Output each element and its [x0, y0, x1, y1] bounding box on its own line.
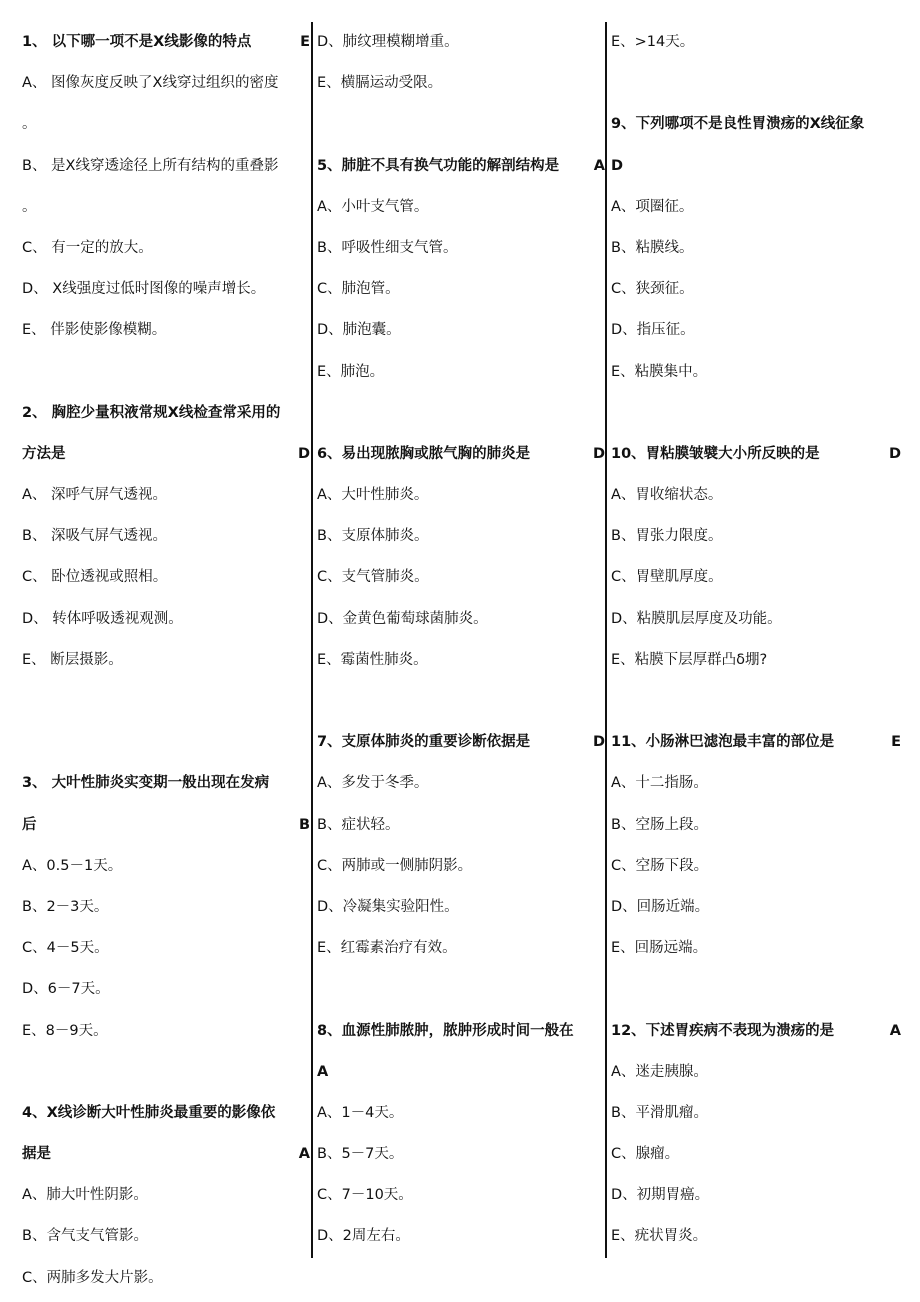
option: B、平滑肌瘤。 — [611, 1104, 708, 1121]
question-9-answer: D — [611, 157, 624, 174]
option: A、大叶性肺炎。 — [317, 487, 429, 504]
column-divider — [605, 22, 607, 1258]
option: C、胃壁肌厚度。 — [611, 569, 723, 586]
column-2 — [317, 22, 605, 1258]
option: A、 深呼气屏气透视。 — [22, 487, 168, 504]
option: C、4－5天。 — [22, 940, 109, 957]
option: D、初期胃癌。 — [611, 1187, 710, 1204]
question-11-stem: 11、小肠淋巴滤泡最丰富的部位是 E — [611, 722, 901, 763]
option: A、迷走胰腺。 — [611, 1063, 708, 1080]
question-7-stem: 7、支原体肺炎的重要诊断依据是 D — [317, 722, 605, 763]
option: D、粘膜肌层厚度及功能。 — [611, 610, 782, 627]
option: A、0.5－1天。 — [22, 857, 123, 874]
option: E、肺泡。 — [317, 363, 385, 380]
option: C、狭颈征。 — [611, 281, 694, 298]
option: A、胃收缩状态。 — [611, 487, 723, 504]
option: D、肺纹理模糊增重。 — [317, 34, 459, 50]
option-continuation: 。 — [22, 116, 37, 133]
question-8-answer: A — [317, 1063, 329, 1080]
question-10-stem: 10、胃粘膜皱襞大小所反映的是 D — [611, 434, 901, 475]
option: E、8－9天。 — [22, 1022, 108, 1039]
option: E、横膈运动受限。 — [317, 75, 443, 92]
option-continuation: 。 — [22, 198, 37, 215]
question-12-stem: 12、下述胃疾病不表现为溃疡的是 A — [611, 1011, 901, 1052]
answer-key: D — [888, 445, 901, 462]
question-2-stem: 2、 胸腔少量积液常规X线检查常采用的 — [22, 404, 281, 421]
answer-key: A — [298, 1146, 310, 1163]
column-divider — [311, 22, 313, 1258]
option: D、6－7天。 — [22, 981, 110, 998]
answer-key: E — [891, 734, 901, 751]
option: C、腺瘤。 — [611, 1146, 680, 1163]
option: A、1－4天。 — [317, 1104, 404, 1121]
answer-key: E — [300, 34, 310, 50]
option: C、肺泡管。 — [317, 281, 400, 298]
option: B、胃张力限度。 — [611, 528, 723, 545]
option: B、2－3天。 — [22, 898, 109, 915]
question-3-stem: 3、 大叶性肺炎实变期一般出现在发病 — [22, 775, 270, 792]
option: C、两肺多发大片影。 — [22, 1269, 163, 1286]
question-1-stem: 1、 以下哪一项不是X线影像的特点 E — [22, 22, 310, 63]
option: D、肺泡囊。 — [317, 322, 401, 339]
option: E、回肠远端。 — [611, 940, 708, 957]
option: A、肺大叶性阴影。 — [22, 1187, 148, 1204]
option: A、小叶支气管。 — [317, 198, 429, 215]
option: E、疣状胃炎。 — [611, 1228, 708, 1245]
option: D、金黄色葡萄球菌肺炎。 — [317, 610, 488, 627]
option: D、冷凝集实验阳性。 — [317, 898, 459, 915]
option: B、支原体肺炎。 — [317, 528, 429, 545]
question-6-stem: 6、易出现脓胸或脓气胸的肺炎是 D — [317, 434, 605, 475]
option: A、 图像灰度反映了X线穿过组织的密度 — [22, 75, 279, 92]
question-4-stem-cont: 据是 A — [22, 1134, 310, 1175]
option: D、 转体呼吸透视观测。 — [22, 610, 183, 627]
question-8-stem: 8、血源性肺脓肿，脓肿形成时间一般在 — [317, 1022, 574, 1039]
option: E、粘膜下层厚群凸δ堋? — [611, 651, 768, 668]
option: C、空肠下段。 — [611, 857, 709, 874]
option: C、 有一定的放大。 — [22, 239, 153, 256]
option: B、5－7天。 — [317, 1146, 404, 1163]
option: C、两肺或一侧肺阴影。 — [317, 857, 473, 874]
question-4-stem: 4、X线诊断大叶性肺炎最重要的影像依 — [22, 1104, 276, 1121]
option: D、 X线强度过低时图像的噪声增长。 — [22, 281, 266, 298]
option: B、 深吸气屏气透视。 — [22, 528, 168, 545]
question-2-stem-cont: 方法是 D — [22, 434, 310, 475]
option: D、2周左右。 — [317, 1228, 410, 1245]
option: B、含气支气管影。 — [22, 1228, 148, 1245]
option: C、 卧位透视或照相。 — [22, 569, 168, 586]
answer-key: D — [297, 445, 310, 462]
option: B、症状轻。 — [317, 816, 400, 833]
option: C、支气管肺炎。 — [317, 569, 429, 586]
answer-key: D — [592, 734, 605, 751]
answer-key: A — [593, 157, 605, 174]
question-5-stem: 5、肺脏不具有换气功能的解剖结构是 A — [317, 146, 605, 187]
option: A、十二指肠。 — [611, 775, 708, 792]
option: D、指压征。 — [611, 322, 695, 339]
answer-key: A — [889, 1022, 901, 1039]
option: A、多发于冬季。 — [317, 775, 429, 792]
option: C、7－10天。 — [317, 1187, 413, 1204]
option: E、霉菌性肺炎。 — [317, 651, 428, 668]
option: B、粘膜线。 — [611, 239, 694, 256]
column-3 — [611, 22, 901, 1258]
answer-key: D — [592, 445, 605, 462]
option: A、项圈征。 — [611, 198, 694, 215]
question-3-stem-cont: 后 B — [22, 805, 310, 846]
option: E、 伴影使影像模糊。 — [22, 322, 167, 339]
option: E、>14天。 — [611, 34, 695, 50]
column-1 — [22, 22, 310, 1299]
option: E、粘膜集中。 — [611, 363, 708, 380]
option: D、回肠近端。 — [611, 898, 710, 915]
option: B、 是X线穿透途径上所有结构的重叠影 — [22, 157, 279, 174]
option: B、呼吸性细支气管。 — [317, 239, 458, 256]
option: E、红霉素治疗有效。 — [317, 940, 457, 957]
question-9-stem: 9、下列哪项不是良性胃溃疡的X线征象 — [611, 116, 865, 133]
answer-key: B — [298, 816, 310, 833]
option: B、空肠上段。 — [611, 816, 708, 833]
option: E、 断层摄影。 — [22, 651, 123, 668]
